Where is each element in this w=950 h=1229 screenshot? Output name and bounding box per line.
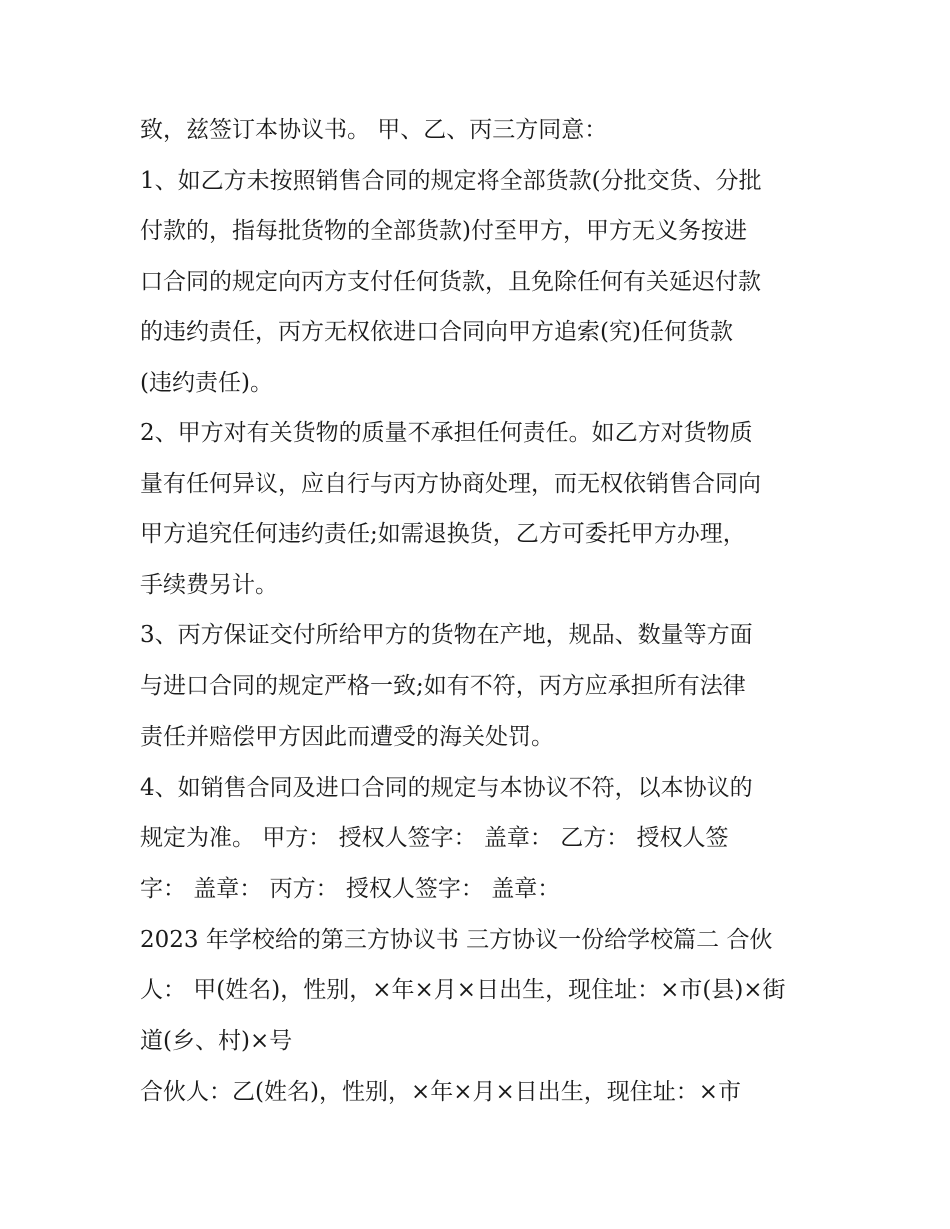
text-line: 责任并赔偿甲方因此而遭受的海关处罚。: [140, 724, 554, 750]
text-line: 合伙人：乙(姓名)，性别，×年×月×日出生，现住址：×市: [140, 1079, 742, 1105]
text-line: 2023 年学校给的第三方协议书 三方协议一份给学校篇二 合伙: [140, 927, 773, 953]
text-line: 的违约责任，丙方无权依进口合同向甲方追索(究)任何货款: [140, 319, 733, 345]
text-line: 3、丙方保证交付所给甲方的货物在产地，规品、数量等方面: [140, 622, 753, 648]
text-line: 规定为准。 甲方： 授权人签字： 盖章： 乙方： 授权人签: [140, 825, 729, 851]
text-line: 口合同的规定向丙方支付任何货款，且免除任何有关延迟付款: [140, 269, 761, 295]
text-line: 量有任何异议，应自行与丙方协商处理，而无权依销售合同向: [140, 471, 761, 497]
text-line: 付款的，指每批货物的全部货款)付至甲方，甲方无义务按进: [140, 218, 747, 244]
text-line: 手续费另计。: [140, 572, 278, 598]
text-line: (违约责任)。: [140, 370, 273, 396]
text-line: 字： 盖章： 丙方： 授权人签字： 盖章：: [140, 876, 561, 902]
text-line: 甲方追究任何违约责任;如需退换货，乙方可委托甲方办理，: [140, 521, 746, 547]
text-line: 道(乡、村)×号: [140, 1028, 293, 1054]
text-line: 人： 甲(姓名)，性别，×年×月×日出生，现住址：×市(县)×街: [140, 977, 786, 1003]
text-line: 2、甲方对有关货物的质量不承担任何责任。如乙方对货物质: [140, 420, 753, 446]
text-line: 致，兹签订本协议书。 甲、乙、丙三方同意：: [140, 117, 608, 143]
text-line: 与进口合同的规定严格一致;如有不符，丙方应承担所有法律: [140, 673, 746, 699]
text-line: 4、如销售合同及进口合同的规定与本协议不符，以本协议的: [140, 775, 753, 801]
text-line: 1、如乙方未按照销售合同的规定将全部货款(分批交货、分批: [140, 168, 762, 194]
